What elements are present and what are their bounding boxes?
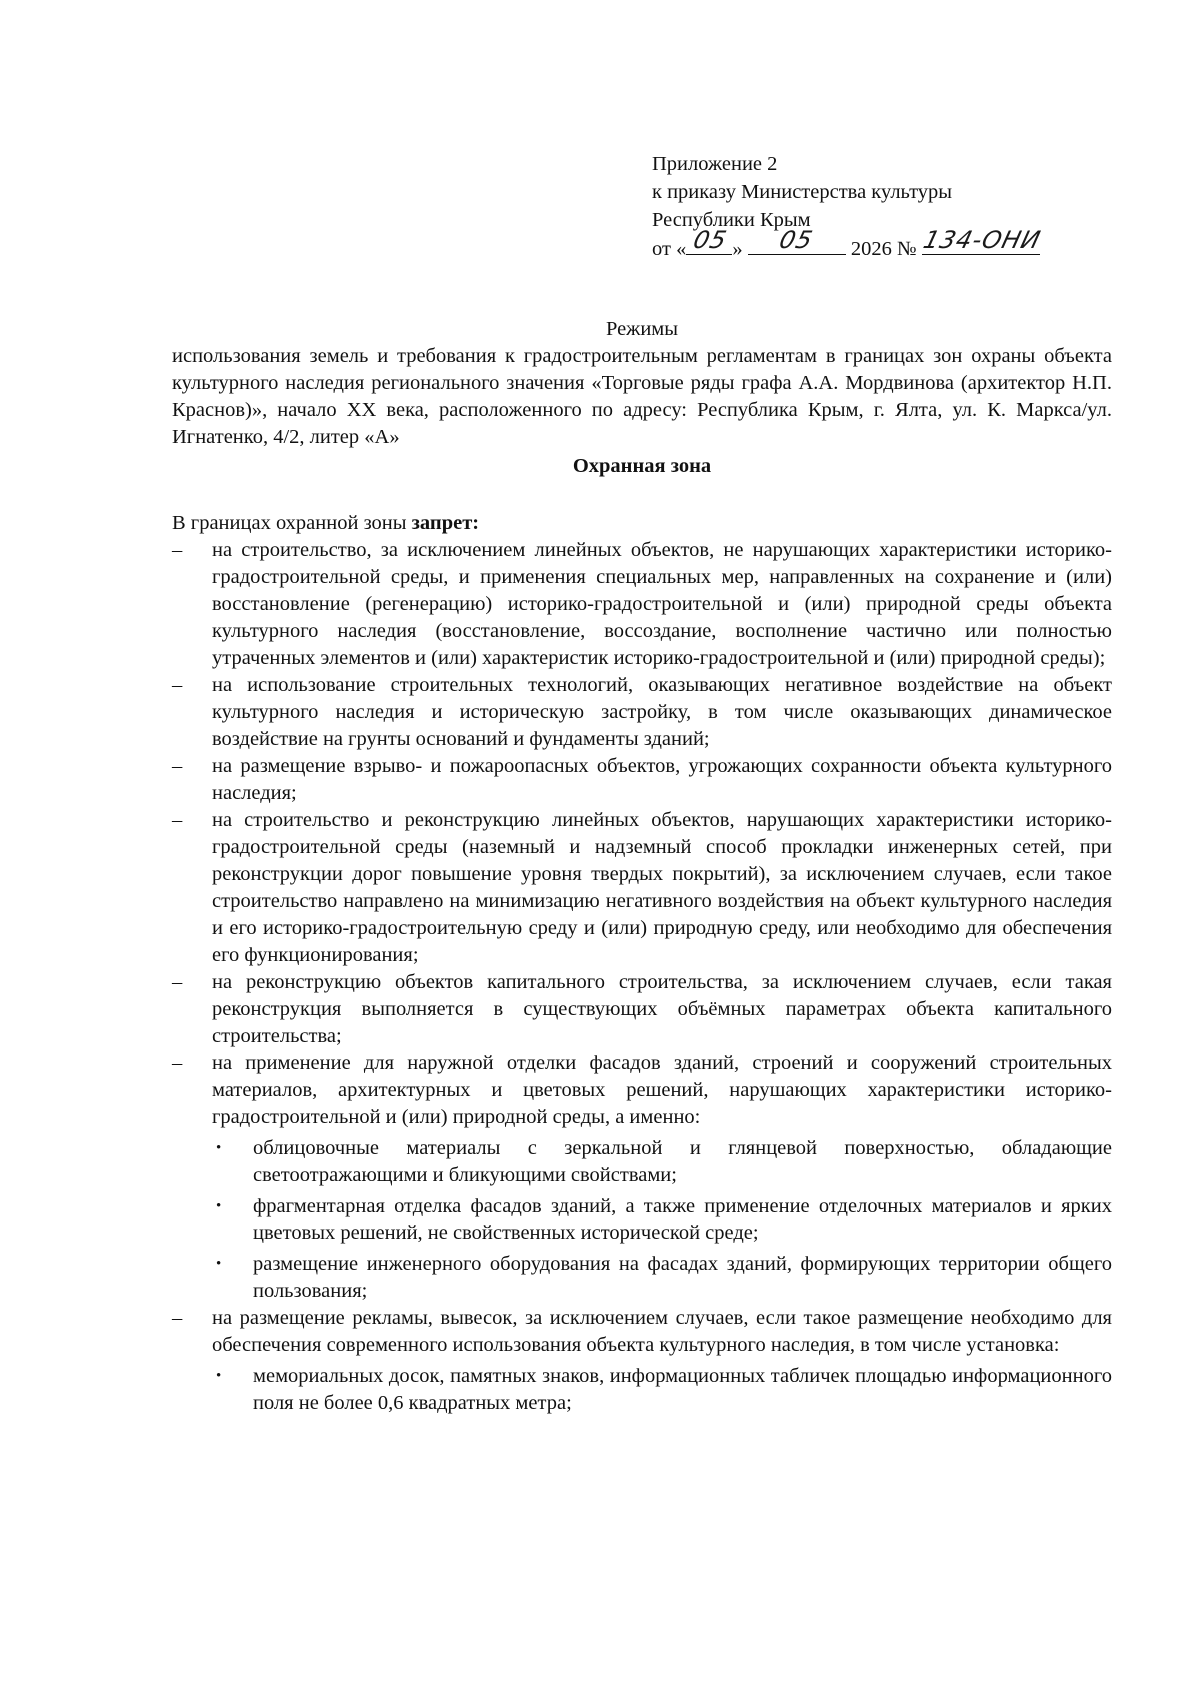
document-title: Режимы <box>605 318 679 340</box>
intro-bold: запрет: <box>411 512 480 534</box>
date-month-field <box>748 226 846 263</box>
dash-marker: – <box>172 674 183 696</box>
dash-marker: – <box>172 1052 183 1074</box>
date-month-handwritten: 05 <box>776 226 816 254</box>
date-prefix: от « <box>652 238 687 260</box>
sub-list-item-text: размещение инженерного оборудования на фасадах зданий, формирующих территории общего пользования; <box>253 1253 1112 1302</box>
title-block <box>172 316 1112 480</box>
order-number-handwritten: 134-ОНИ <box>920 226 1044 254</box>
appendix-label: Приложение 2 <box>652 153 778 175</box>
sub-list-item <box>172 1135 1112 1189</box>
order-date-line <box>652 226 1112 263</box>
bullet-marker: • <box>216 1198 222 1214</box>
date-year: 2026 № <box>850 238 917 260</box>
ministry-region: Республики Крым <box>652 209 811 231</box>
list-item <box>172 969 1112 1050</box>
sub-list-item-text: фрагментарная отделка фасадов зданий, а также применение отделочных материалов и ярких цветовых решений, не свойственных исторической среде; <box>253 1195 1112 1244</box>
dash-marker: – <box>172 1307 183 1329</box>
list-item <box>172 537 1112 672</box>
date-mid: » <box>732 238 743 260</box>
bullet-marker: • <box>216 1140 222 1156</box>
dash-marker: – <box>172 755 183 777</box>
sub-list-item-text: облицовочные материалы с зеркальной и глянцевой поверхностью, обладающие светоотражающими и бликующими свойствами; <box>253 1137 1112 1186</box>
list-item-text: на строительство и реконструкцию линейных объектов, нарушающих характеристики историко-градостроительной среды (наземный и надземный способ прокладки инженерных сетей, при реконструкции дорог повышение уровня твердых покрытий), за исключением случаев, если такое строительство направлено на минимизацию негативного воздействия на объект культурного наследия и его историко-градостроительную среду и (или) природную среду, или необходимо для обеспечения его функционирования; <box>212 809 1112 966</box>
date-day-handwritten: 05 <box>690 226 731 254</box>
bullet-marker: • <box>216 1368 222 1384</box>
zone-heading: Охранная зона <box>572 455 712 477</box>
date-day-field <box>686 226 732 263</box>
dash-marker: – <box>172 539 183 561</box>
list-item <box>172 807 1112 969</box>
intro-text: В границах охранной зоны <box>172 512 412 534</box>
list-item-text: на строительство, за исключением линейных объектов, не нарушающих характеристики историко-градостроительной среды, и применения специальных мер, направленных на сохранение и (или) восстановление (регенерацию) историко-градостроительной и (или) природной среды объекта культурного наследия (восстановление, воссоздание, восполнение частично или полностью утраченных элементов и (или) характеристик историко-градостроительной и (или) природной среды); <box>212 539 1112 669</box>
list-item-text: на реконструкцию объектов капитального строительства, за исключением случаев, если такая реконструкция выполняется в существующих объёмных параметрах объекта капитального строительства; <box>212 971 1112 1047</box>
sub-list-item <box>172 1193 1112 1247</box>
intro-paragraph <box>172 510 1112 537</box>
list-item <box>172 753 1112 807</box>
order-reference: к приказу Министерства культуры <box>652 181 953 203</box>
sub-list-item-text: мемориальных досок, памятных знаков, информационных табличек площадью информационного поля не более 0,6 квадратных метра; <box>253 1365 1112 1414</box>
sub-list-item <box>172 1363 1112 1417</box>
sub-list-item <box>172 1251 1112 1305</box>
regulations-body <box>172 510 1112 1417</box>
list-item <box>172 1305 1112 1359</box>
list-item <box>172 1050 1112 1131</box>
order-number-field <box>920 226 1044 263</box>
list-item <box>172 672 1112 753</box>
appendix-header <box>652 150 1112 263</box>
bullet-marker: • <box>216 1256 222 1272</box>
document-subtitle: использования земель и требования к градостроительным регламентам в границах зон охраны объекта культурного наследия регионального значения «Торговые ряды графа А.А. Мордвинова (архитектор Н.П. Краснов)», начало XX века, расположенного по адресу: Республика Крым, г. Ялта, ул. К. Маркса/ул. Игнатенко, 4/2, литер «А» <box>172 345 1112 448</box>
dash-marker: – <box>172 971 183 993</box>
list-item-text: на использование строительных технологий, оказывающих негативное воздействие на объект культурного наследия и историческую застройку, в том числе оказывающих динамическое воздействие на грунты оснований и фундаменты зданий; <box>212 674 1112 750</box>
list-item-text: на применение для наружной отделки фасадов зданий, строений и сооружений строительных материалов, архитектурных и цветовых решений, нарушающих характеристики историко-градостроительной и (или) природной среды, а именно: <box>212 1052 1112 1128</box>
list-item-text: на размещение взрыво- и пожароопасных объектов, угрожающих сохранности объекта культурного наследия; <box>212 755 1112 804</box>
list-item-text: на размещение рекламы, вывесок, за исключением случаев, если такое размещение необходимо для обеспечения современного использования объекта культурного наследия, в том числе установка: <box>212 1307 1112 1356</box>
dash-marker: – <box>172 809 183 831</box>
